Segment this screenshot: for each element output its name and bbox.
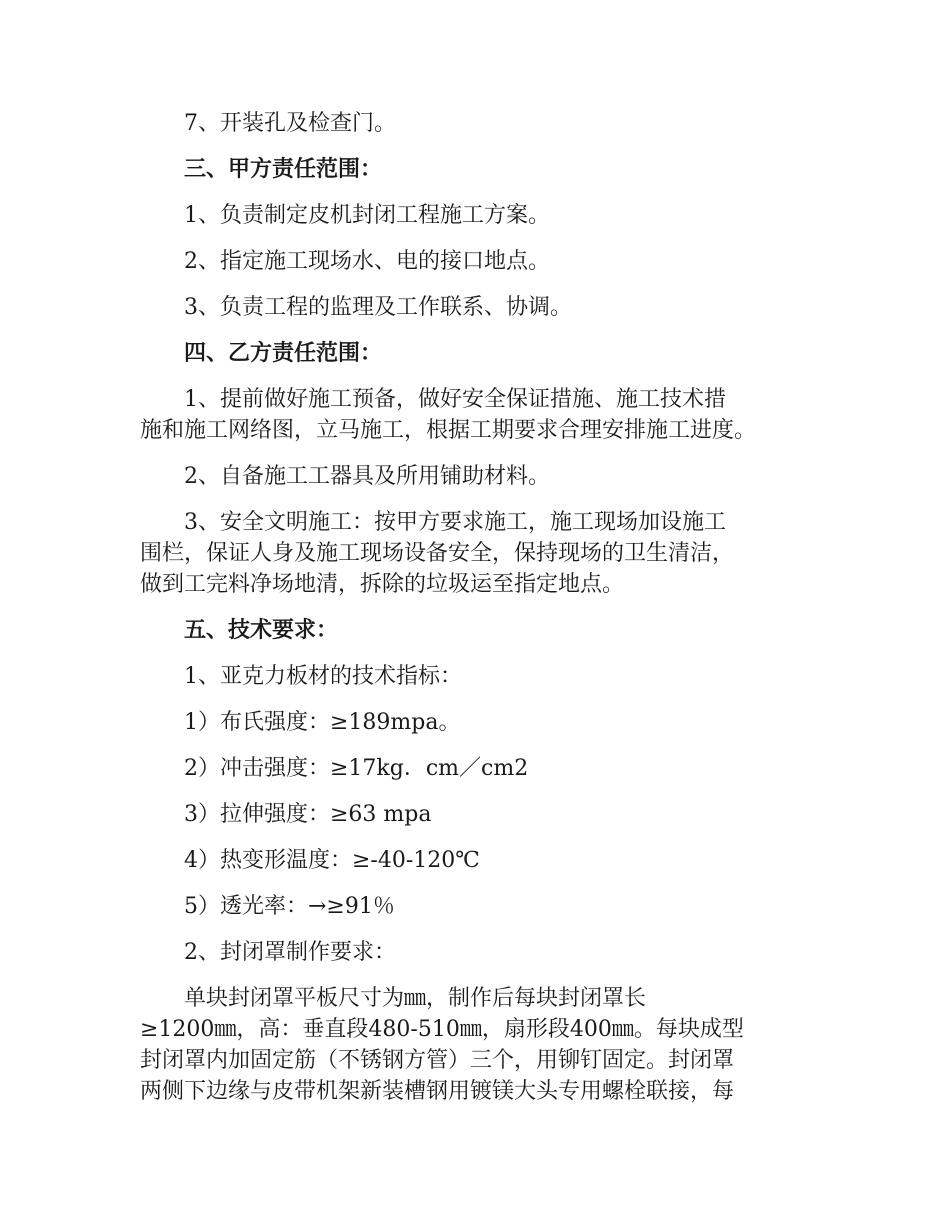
- paragraph: [140, 461, 840, 492]
- text-line: 3）拉伸强度：≥63 mpa: [184, 802, 432, 827]
- spec-item: [140, 707, 840, 738]
- heading-text: 五、技术要求：: [184, 617, 339, 643]
- heading-text: 三、甲方责任范围：: [184, 156, 383, 182]
- text-line: 单块封闭罩平板尺寸为㎜，制作后每块封闭罩长: [184, 986, 647, 1011]
- text-line: 5）透光率：→≥91％: [184, 894, 395, 919]
- spec-item: [140, 799, 840, 830]
- text-line: 1、亚克力板材的技术指标：: [184, 664, 462, 689]
- text-line: 7、开装孔及检查门。: [184, 111, 396, 136]
- paragraph: [140, 384, 840, 446]
- text-line: 2、指定施工现场水、电的接口地点。: [184, 249, 550, 274]
- paragraph: [140, 200, 840, 231]
- section-heading: [140, 615, 840, 646]
- text-line: 2、自备施工工器具及所用铺助材料。: [184, 464, 550, 489]
- text-line: 封闭罩内加固定筋（不锈钢方管）三个，用铆钉固定。封闭罩: [140, 1048, 735, 1073]
- text-line: 2、封闭罩制作要求：: [184, 940, 396, 965]
- text-line: 1）布氏强度：≥189mpa。: [184, 710, 461, 735]
- text-line: ≥1200㎜，高：垂直段480-510㎜，扇形段400㎜。每块成型: [140, 1017, 744, 1042]
- text-line: 围栏，保证人身及施工现场设备安全，保持现场的卫生清洁，: [140, 541, 735, 566]
- text-line: 3、负责工程的监理及工作联系、协调。: [184, 295, 572, 320]
- document-body: [140, 108, 840, 1122]
- section-heading: [140, 338, 840, 369]
- spec-item: [140, 845, 840, 876]
- spec-item: [140, 891, 840, 922]
- paragraph: [140, 983, 840, 1107]
- paragraph: [140, 246, 840, 277]
- paragraph: [140, 937, 840, 968]
- spec-item: [140, 753, 840, 784]
- section-heading: [140, 154, 840, 185]
- paragraph: [140, 661, 840, 692]
- text-line: 施和施工网络图，立马施工，根据工期要求合理安排施工进度。: [140, 418, 757, 443]
- heading-text: 四、乙方责任范围：: [184, 340, 383, 366]
- text-line: 1、负责制定皮机封闭工程施工方案。: [184, 203, 550, 228]
- text-line: 2）冲击强度：≥17kg．cm／cm2: [184, 756, 529, 781]
- paragraph: [140, 292, 840, 323]
- text-line: 4）热变形温度：≥-40-120℃: [184, 848, 480, 873]
- text-line: 做到工完料净场地清，拆除的垃圾运至指定地点。: [140, 572, 625, 597]
- text-line: 两侧下边缘与皮带机架新装槽钢用镀镁大头专用螺栓联接，每: [140, 1079, 735, 1104]
- text-line: 3、安全文明施工：按甲方要求施工，施工现场加设施工: [184, 510, 726, 535]
- text-line: 1、提前做好施工预备，做好安全保证措施、施工技术措: [184, 387, 726, 412]
- paragraph: [140, 507, 840, 600]
- paragraph: [140, 108, 840, 139]
